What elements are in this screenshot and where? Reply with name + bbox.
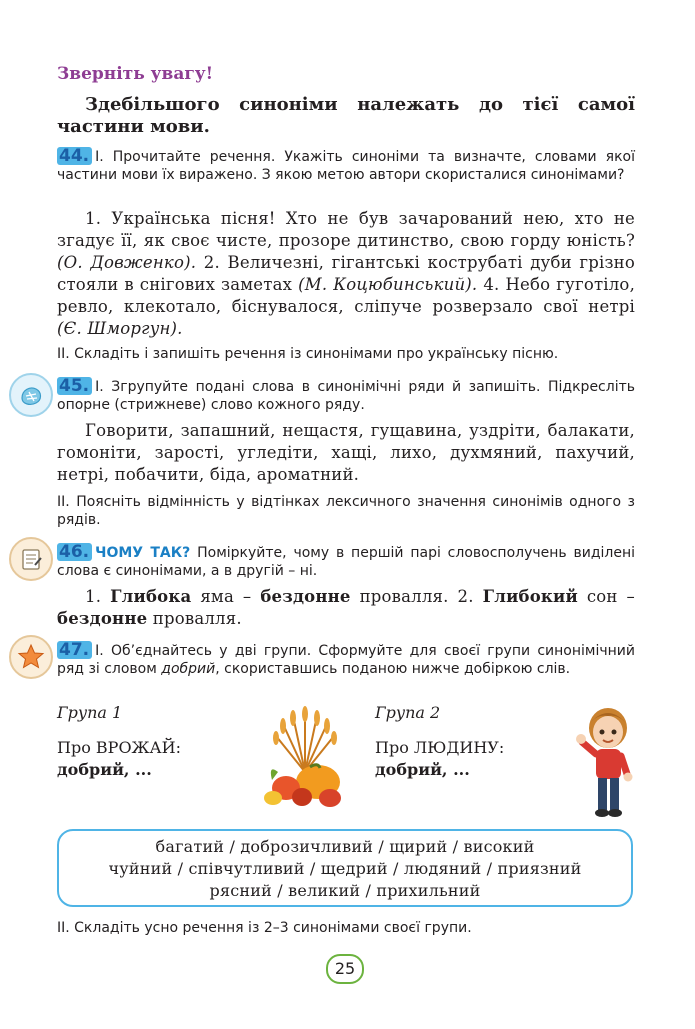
attention-note: Здебільшого синоніми належать до тієї самої частини мови.: [57, 94, 635, 137]
ex46-number: 46.: [57, 543, 92, 561]
ex47-prompt-text-a: I. Об’єднайтесь у дві групи. Сформуйте для своєї групи синонімічний ряд зі словом: [57, 643, 635, 677]
ex44-author-3: (Є. Шморгун).: [57, 319, 183, 338]
ex44-task2: II. Складіть і запишіть речення із синонімами про українську пісню.: [57, 346, 559, 362]
group-1-label: Група 1: [57, 703, 123, 722]
word-box-line-1: багатий / доброзичливий / щирий / високий: [155, 837, 535, 856]
group-1-start: добрий, ...: [57, 760, 152, 779]
ex45-words: Говорити, запашний, нещастя, гущавина, уздріти, балакати, гомоніти, зарості, угледіти, хащі, лихо, духмяний, пахучий, нетрі, побачити, біда, ароматний.: [57, 421, 635, 484]
word-box-line-3: рясний / великий / прихильний: [209, 881, 481, 900]
page-number: 25: [326, 954, 364, 984]
ex46-pair-2-text-2: провалля.: [152, 609, 242, 628]
ex46-pair-1-word-1: Глибока: [110, 587, 192, 606]
ex44-sentences: [57, 208, 635, 340]
puzzle-icon: [9, 373, 53, 417]
ex45-prompt: [57, 377, 635, 414]
ex46-pair-2-word-1: Глибокий: [482, 587, 578, 606]
ex46-phrases: [57, 586, 635, 630]
ex44-prompt: [57, 147, 635, 184]
ex44-sentence-2: 2. Величезні, гігантські кострубаті дуби грізно стояли в снігових заметах: [57, 253, 635, 294]
ex46-pair-2-number: 2.: [457, 587, 474, 606]
group-2-start: добрий, ...: [375, 760, 470, 779]
ex45-number: 45.: [57, 377, 92, 395]
attention-title: Зверніть увагу!: [57, 64, 214, 84]
ex46-pair-1-word-2: бездонне: [260, 587, 351, 606]
ex45-prompt-text: I. Згрупуйте подані слова в синонімічні ряди й запишіть. Підкресліть опорне (стрижневе) слово кожного ряду.: [57, 379, 635, 413]
ex47-number: 47.: [57, 641, 92, 659]
ex44-number: 44.: [57, 147, 92, 165]
ex44-author-2: (М. Коцюбинський).: [298, 275, 478, 294]
group-1-about: Про ВРОЖАЙ:: [57, 738, 181, 757]
group-2-label: Група 2: [375, 703, 441, 722]
ex44-prompt-text: I. Прочитайте речення. Укажіть синоніми та визначте, словами якої частини мови їх виражено. З якою метою автори скористалися синонімами?: [57, 149, 635, 183]
ex47-prompt-text-b: , скориставшись поданою нижче добіркою слів.: [215, 661, 571, 677]
ex44-sentence-1: 1. Українська пісня! Хто не був зачарований нею, хто не згадує її, як своє чисте, прозоре дитинство, свою горду юність?: [57, 209, 635, 250]
ex46-prompt: [57, 543, 635, 580]
ex45-task2: II. Поясніть відмінність у відтінках лексичного значення синонімів одного з рядів.: [57, 494, 635, 528]
ex46-pair-1-text-1: яма –: [200, 587, 252, 606]
ex44-author-1: (О. Довженко).: [57, 253, 197, 272]
notebook-icon: [9, 537, 53, 581]
ex46-pair-1-number: 1.: [85, 587, 102, 606]
ex47-prompt: [57, 641, 635, 678]
ex44-sentence-3: 4. Небо гуготіло, ревло, клекотало, біснувалося, сліпуче розверзало свої нетрі: [57, 275, 636, 316]
ex46-label: ЧОМУ ТАК?: [95, 545, 191, 561]
word-box-line-2: чуйний / співчутливий / щедрий / людяний / приязний: [108, 859, 582, 878]
word-selection-box: [57, 829, 633, 907]
ex46-pair-2-text-1: сон –: [586, 587, 636, 606]
ex47-task2: II. Складіть усно речення із 2–3 синонімами своєї групи.: [57, 920, 472, 936]
ex46-pair-1-text-2: провалля.: [359, 587, 449, 606]
star-icon: [9, 635, 53, 679]
ex46-prompt-text: Поміркуйте, чому в першій парі словосполучень виділені слова є синонімами, а в другій – ні.: [57, 545, 636, 579]
ex46-pair-2-word-2: бездонне: [57, 609, 148, 628]
ex47-prompt-word: добрий: [161, 661, 216, 677]
harvest-illustration: [258, 702, 353, 812]
boy-illustration: [572, 702, 638, 822]
group-2-about: Про ЛЮДИНУ:: [375, 738, 505, 757]
